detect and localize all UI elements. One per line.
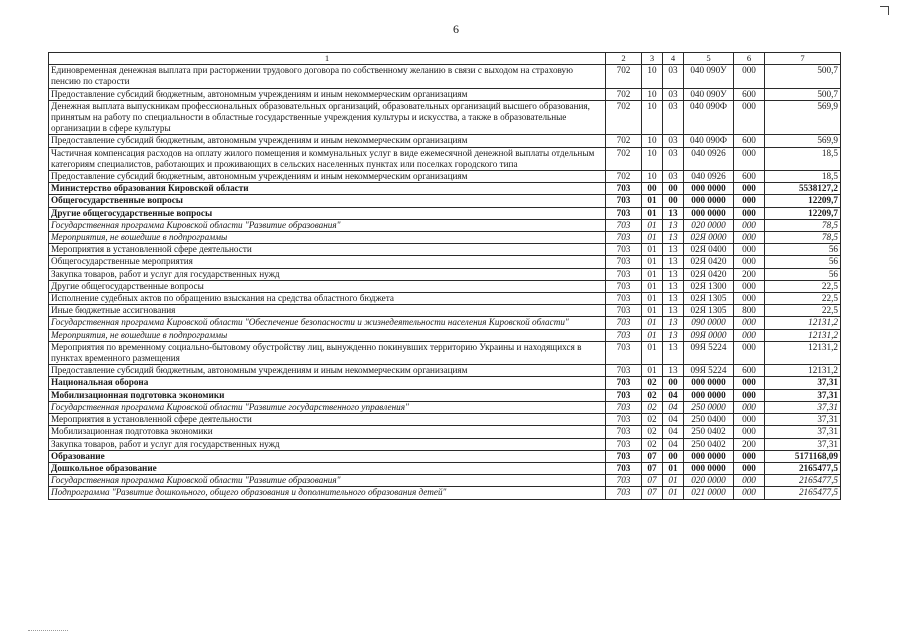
amount-cell: 78,5 [765, 219, 841, 231]
ministry-code-cell: 703 [606, 219, 642, 231]
target-article-cell: 040 0926 [684, 171, 734, 183]
subsection-code-cell: 13 [663, 232, 684, 244]
subsection-code-cell: 04 [663, 389, 684, 401]
expense-type-cell: 000 [734, 341, 765, 364]
amount-cell: 37,31 [765, 426, 841, 438]
section-code-cell: 01 [642, 244, 663, 256]
amount-cell: 56 [765, 244, 841, 256]
expense-type-cell: 000 [734, 232, 765, 244]
expense-type-cell: 600 [734, 88, 765, 100]
section-code-cell: 10 [642, 88, 663, 100]
subsection-code-cell: 13 [663, 219, 684, 231]
table-row [49, 244, 841, 256]
target-article-cell: 040 090У [684, 88, 734, 100]
table-row [49, 487, 841, 499]
section-code-cell: 01 [642, 317, 663, 329]
expense-type-cell: 000 [734, 147, 765, 170]
target-article-cell: 250 0000 [684, 401, 734, 413]
subsection-code-cell: 13 [663, 305, 684, 317]
budget-table [48, 52, 841, 500]
amount-cell: 500,7 [765, 65, 841, 88]
amount-cell: 12209,7 [765, 207, 841, 219]
expense-type-cell: 000 [734, 462, 765, 474]
ministry-code-cell: 702 [606, 88, 642, 100]
header-cell-4: 4 [663, 53, 684, 65]
subsection-code-cell: 04 [663, 426, 684, 438]
target-article-cell: 250 0402 [684, 426, 734, 438]
target-article-cell: 02Я 0420 [684, 268, 734, 280]
table-row [49, 365, 841, 377]
row-name-cell: Мероприятия в установленной сфере деятельности [49, 244, 606, 256]
table-row [49, 426, 841, 438]
target-article-cell: 09Я 0000 [684, 329, 734, 341]
row-name-cell: Государственная программа Кировской области "Обеспечение безопасности и жизнедеятельности населения Кировской области" [49, 317, 606, 329]
amount-cell: 2165477,5 [765, 462, 841, 474]
table-row [49, 256, 841, 268]
section-code-cell: 02 [642, 389, 663, 401]
expense-type-cell: 600 [734, 171, 765, 183]
amount-cell: 12209,7 [765, 195, 841, 207]
section-code-cell: 10 [642, 100, 663, 135]
subsection-code-cell: 03 [663, 65, 684, 88]
expense-type-cell: 000 [734, 487, 765, 499]
subsection-code-cell: 13 [663, 293, 684, 305]
subsection-code-cell: 04 [663, 414, 684, 426]
target-article-cell: 090 0000 [684, 317, 734, 329]
subsection-code-cell: 01 [663, 475, 684, 487]
amount-cell: 12131,2 [765, 365, 841, 377]
amount-cell: 12131,2 [765, 317, 841, 329]
target-article-cell: 020 0000 [684, 475, 734, 487]
subsection-code-cell: 13 [663, 329, 684, 341]
amount-cell: 12131,2 [765, 341, 841, 364]
row-name-cell: Частичная компенсация расходов на оплату жилого помещения и коммунальных услуг в виде ежемесячной денежной выплаты отдельным категориям специалистов, работающих и проживающих в сельских населенных пунктах или поселках городского типа [49, 147, 606, 170]
table-row [49, 475, 841, 487]
ministry-code-cell: 703 [606, 426, 642, 438]
amount-cell: 18,5 [765, 147, 841, 170]
section-code-cell: 10 [642, 147, 663, 170]
row-name-cell: Предоставление субсидий бюджетным, автономным учреждениям и иным некоммерческим организациям [49, 88, 606, 100]
section-code-cell: 00 [642, 183, 663, 195]
table-row [49, 135, 841, 147]
row-name-cell: Другие общегосударственные вопросы [49, 207, 606, 219]
section-code-cell: 01 [642, 195, 663, 207]
row-name-cell: Мероприятия, не вошедшие в подпрограммы [49, 329, 606, 341]
target-article-cell: 000 0000 [684, 462, 734, 474]
ministry-code-cell: 702 [606, 100, 642, 135]
expense-type-cell: 000 [734, 195, 765, 207]
expense-type-cell: 000 [734, 256, 765, 268]
table-header-row [49, 53, 841, 65]
expense-type-cell: 000 [734, 293, 765, 305]
section-code-cell: 07 [642, 450, 663, 462]
subsection-code-cell: 00 [663, 377, 684, 389]
amount-cell: 37,31 [765, 377, 841, 389]
section-code-cell: 01 [642, 268, 663, 280]
row-name-cell: Мобилизационная подготовка экономики [49, 426, 606, 438]
scan-dotted-mark [28, 630, 68, 632]
amount-cell: 37,31 [765, 401, 841, 413]
section-code-cell: 07 [642, 487, 663, 499]
section-code-cell: 01 [642, 365, 663, 377]
amount-cell: 37,31 [765, 414, 841, 426]
row-name-cell: Государственная программа Кировской области "Развитие образования" [49, 219, 606, 231]
row-name-cell: Закупка товаров, работ и услуг для государственных нужд [49, 268, 606, 280]
amount-cell: 5171168,09 [765, 450, 841, 462]
section-code-cell: 10 [642, 135, 663, 147]
expense-type-cell: 200 [734, 438, 765, 450]
subsection-code-cell: 03 [663, 100, 684, 135]
table-body [49, 53, 841, 500]
page-number: 6 [453, 22, 459, 36]
expense-type-cell: 000 [734, 377, 765, 389]
ministry-code-cell: 703 [606, 317, 642, 329]
row-name-cell: Мероприятия по временному социально-бытовому обустройству лиц, вынужденно покинувших территорию Украины и находящихся в пунктах временного размещения [49, 341, 606, 364]
expense-type-cell: 000 [734, 426, 765, 438]
section-code-cell: 02 [642, 438, 663, 450]
expense-type-cell: 600 [734, 365, 765, 377]
target-article-cell: 000 0000 [684, 377, 734, 389]
amount-cell: 37,31 [765, 389, 841, 401]
row-name-cell: Мероприятия в установленной сфере деятельности [49, 414, 606, 426]
table-row [49, 195, 841, 207]
expense-type-cell: 000 [734, 317, 765, 329]
amount-cell: 5538127,2 [765, 183, 841, 195]
ministry-code-cell: 703 [606, 293, 642, 305]
target-article-cell: 000 0000 [684, 207, 734, 219]
expense-type-cell: 000 [734, 100, 765, 135]
row-name-cell: Дошкольное образование [49, 462, 606, 474]
ministry-code-cell: 703 [606, 329, 642, 341]
table-row [49, 268, 841, 280]
target-article-cell: 250 0400 [684, 414, 734, 426]
ministry-code-cell: 703 [606, 438, 642, 450]
expense-type-cell: 800 [734, 305, 765, 317]
section-code-cell: 01 [642, 341, 663, 364]
expense-type-cell: 000 [734, 280, 765, 292]
subsection-code-cell: 04 [663, 438, 684, 450]
amount-cell: 56 [765, 268, 841, 280]
row-name-cell: Национальная оборона [49, 377, 606, 389]
target-article-cell: 021 0000 [684, 487, 734, 499]
amount-cell: 569,9 [765, 135, 841, 147]
target-article-cell: 040 090Ф [684, 100, 734, 135]
expense-type-cell: 000 [734, 207, 765, 219]
ministry-code-cell: 703 [606, 450, 642, 462]
section-code-cell: 02 [642, 414, 663, 426]
table-row [49, 183, 841, 195]
subsection-code-cell: 13 [663, 317, 684, 329]
row-name-cell: Общегосударственные мероприятия [49, 256, 606, 268]
target-article-cell: 02Я 0000 [684, 232, 734, 244]
row-name-cell: Министерство образования Кировской области [49, 183, 606, 195]
ministry-code-cell: 703 [606, 280, 642, 292]
table-row [49, 293, 841, 305]
subsection-code-cell: 03 [663, 171, 684, 183]
ministry-code-cell: 703 [606, 244, 642, 256]
ministry-code-cell: 703 [606, 462, 642, 474]
section-code-cell: 01 [642, 329, 663, 341]
amount-cell: 18,5 [765, 171, 841, 183]
subsection-code-cell: 03 [663, 88, 684, 100]
table-row [49, 341, 841, 364]
expense-type-cell: 200 [734, 268, 765, 280]
row-name-cell: Денежная выплата выпускникам профессиональных образовательных организаций, образовательных организаций высшего образования, принятым на работу по специальности в областные государственные учреждения культуры и искусства, а также в образовательные организации в сфере культуры [49, 100, 606, 135]
ministry-code-cell: 703 [606, 268, 642, 280]
table-row [49, 280, 841, 292]
subsection-code-cell: 13 [663, 280, 684, 292]
header-cell-3: 3 [642, 53, 663, 65]
table-row [49, 414, 841, 426]
ministry-code-cell: 703 [606, 365, 642, 377]
subsection-code-cell: 13 [663, 244, 684, 256]
amount-cell: 500,7 [765, 88, 841, 100]
ministry-code-cell: 703 [606, 195, 642, 207]
row-name-cell: Мероприятия, не вошедшие в подпрограммы [49, 232, 606, 244]
table-row [49, 317, 841, 329]
row-name-cell: Предоставление субсидий бюджетным, автономным учреждениям и иным некоммерческим организациям [49, 135, 606, 147]
subsection-code-cell: 01 [663, 487, 684, 499]
amount-cell: 22,5 [765, 280, 841, 292]
target-article-cell: 250 0402 [684, 438, 734, 450]
header-cell-7: 7 [765, 53, 841, 65]
subsection-code-cell: 03 [663, 147, 684, 170]
amount-cell: 22,5 [765, 293, 841, 305]
table-row [49, 389, 841, 401]
section-code-cell: 01 [642, 305, 663, 317]
expense-type-cell: 000 [734, 183, 765, 195]
subsection-code-cell: 13 [663, 365, 684, 377]
expense-type-cell: 600 [734, 135, 765, 147]
expense-type-cell: 000 [734, 244, 765, 256]
target-article-cell: 02Я 1305 [684, 305, 734, 317]
table-row [49, 305, 841, 317]
table-row [49, 438, 841, 450]
section-code-cell: 07 [642, 462, 663, 474]
row-name-cell: Общегосударственные вопросы [49, 195, 606, 207]
expense-type-cell: 000 [734, 65, 765, 88]
target-article-cell: 02Я 0420 [684, 256, 734, 268]
target-article-cell: 000 0000 [684, 389, 734, 401]
amount-cell: 2165477,5 [765, 475, 841, 487]
table-row [49, 207, 841, 219]
header-cell-6: 6 [734, 53, 765, 65]
expense-type-cell: 000 [734, 401, 765, 413]
ministry-code-cell: 703 [606, 475, 642, 487]
expense-type-cell: 000 [734, 450, 765, 462]
target-article-cell: 020 0000 [684, 219, 734, 231]
table-row [49, 65, 841, 88]
section-code-cell: 10 [642, 65, 663, 88]
section-code-cell: 01 [642, 232, 663, 244]
expense-type-cell: 000 [734, 389, 765, 401]
target-article-cell: 040 0926 [684, 147, 734, 170]
header-cell-5: 5 [684, 53, 734, 65]
ministry-code-cell: 703 [606, 341, 642, 364]
table-row [49, 100, 841, 135]
ministry-code-cell: 703 [606, 207, 642, 219]
subsection-code-cell: 03 [663, 135, 684, 147]
row-name-cell: Мобилизационная подготовка экономики [49, 389, 606, 401]
subsection-code-cell: 13 [663, 268, 684, 280]
row-name-cell: Предоставление субсидий бюджетным, автономным учреждениям и иным некоммерческим организациям [49, 171, 606, 183]
section-code-cell: 01 [642, 207, 663, 219]
expense-type-cell: 000 [734, 219, 765, 231]
section-code-cell: 02 [642, 401, 663, 413]
ministry-code-cell: 703 [606, 183, 642, 195]
table-row [49, 450, 841, 462]
ministry-code-cell: 702 [606, 65, 642, 88]
subsection-code-cell: 01 [663, 462, 684, 474]
target-article-cell: 040 090Ф [684, 135, 734, 147]
amount-cell: 37,31 [765, 438, 841, 450]
row-name-cell: Предоставление субсидий бюджетным, автономным учреждениям и иным некоммерческим организациям [49, 365, 606, 377]
amount-cell: 22,5 [765, 305, 841, 317]
expense-type-cell: 000 [734, 475, 765, 487]
ministry-code-cell: 702 [606, 147, 642, 170]
section-code-cell: 01 [642, 293, 663, 305]
subsection-code-cell: 13 [663, 341, 684, 364]
row-name-cell: Исполнение судебных актов по обращению взыскания на средства областного бюджета [49, 293, 606, 305]
target-article-cell: 02Я 0400 [684, 244, 734, 256]
target-article-cell: 000 0000 [684, 183, 734, 195]
section-code-cell: 02 [642, 377, 663, 389]
ministry-code-cell: 703 [606, 377, 642, 389]
target-article-cell: 000 0000 [684, 195, 734, 207]
section-code-cell: 10 [642, 171, 663, 183]
table-row [49, 329, 841, 341]
ministry-code-cell: 703 [606, 256, 642, 268]
row-name-cell: Закупка товаров, работ и услуг для государственных нужд [49, 438, 606, 450]
subsection-code-cell: 00 [663, 195, 684, 207]
row-name-cell: Подпрограмма "Развитие дошкольного, общего образования и дополнительного образования детей" [49, 487, 606, 499]
row-name-cell: Единовременная денежная выплата при расторжении трудового договора по собственному желанию в связи с выходом на страховую пенсию по старости [49, 65, 606, 88]
ministry-code-cell: 702 [606, 171, 642, 183]
table-row [49, 462, 841, 474]
header-cell-1: 1 [49, 53, 606, 65]
row-name-cell: Образование [49, 450, 606, 462]
table-row [49, 171, 841, 183]
subsection-code-cell: 04 [663, 401, 684, 413]
amount-cell: 56 [765, 256, 841, 268]
table-row [49, 88, 841, 100]
target-article-cell: 02Я 1300 [684, 280, 734, 292]
target-article-cell: 000 0000 [684, 450, 734, 462]
table-row [49, 377, 841, 389]
header-cell-2: 2 [606, 53, 642, 65]
ministry-code-cell: 702 [606, 135, 642, 147]
section-code-cell: 01 [642, 219, 663, 231]
section-code-cell: 07 [642, 475, 663, 487]
table-row [49, 147, 841, 170]
target-article-cell: 040 090У [684, 65, 734, 88]
scan-corner-mark [880, 6, 889, 15]
subsection-code-cell: 13 [663, 256, 684, 268]
ministry-code-cell: 703 [606, 414, 642, 426]
row-name-cell: Государственная программа Кировской области "Развитие образования" [49, 475, 606, 487]
row-name-cell: Другие общегосударственные вопросы [49, 280, 606, 292]
section-code-cell: 01 [642, 256, 663, 268]
subsection-code-cell: 00 [663, 450, 684, 462]
amount-cell: 78,5 [765, 232, 841, 244]
target-article-cell: 02Я 1305 [684, 293, 734, 305]
row-name-cell: Государственная программа Кировской области "Развитие государственного управления" [49, 401, 606, 413]
subsection-code-cell: 00 [663, 183, 684, 195]
ministry-code-cell: 703 [606, 305, 642, 317]
target-article-cell: 09Я 5224 [684, 341, 734, 364]
row-name-cell: Иные бюджетные ассигнования [49, 305, 606, 317]
expense-type-cell: 000 [734, 414, 765, 426]
table-row [49, 219, 841, 231]
section-code-cell: 01 [642, 280, 663, 292]
table-row [49, 232, 841, 244]
ministry-code-cell: 703 [606, 487, 642, 499]
ministry-code-cell: 703 [606, 389, 642, 401]
expense-type-cell: 000 [734, 329, 765, 341]
ministry-code-cell: 703 [606, 232, 642, 244]
amount-cell: 12131,2 [765, 329, 841, 341]
amount-cell: 2165477,5 [765, 487, 841, 499]
ministry-code-cell: 703 [606, 401, 642, 413]
target-article-cell: 09Я 5224 [684, 365, 734, 377]
table-row [49, 401, 841, 413]
section-code-cell: 02 [642, 426, 663, 438]
subsection-code-cell: 13 [663, 207, 684, 219]
amount-cell: 569,9 [765, 100, 841, 135]
